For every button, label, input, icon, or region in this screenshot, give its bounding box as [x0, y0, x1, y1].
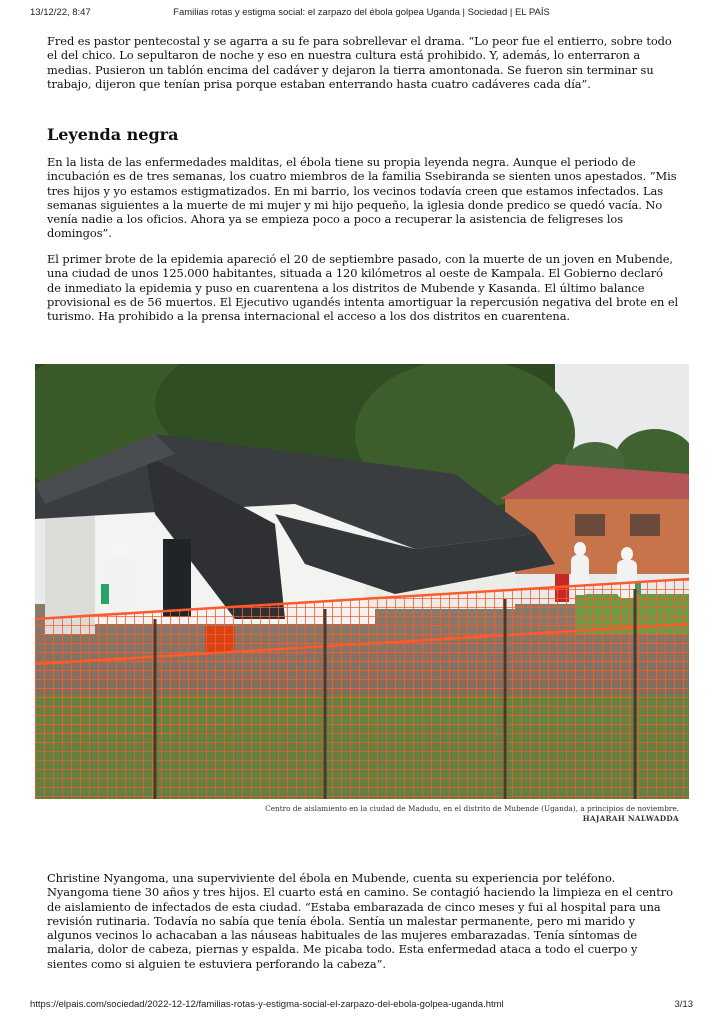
article-paragraph-4-block: [47, 871, 679, 971]
article-paragraph: Christine Nyangoma, una superviviente del ébola en Mubende, cuenta su experiencia por teléfono. Nyangoma tiene 30 años y tres hijos. El cuarto está en camino. Se contagió haciendo la limpieza en el centro de aislamiento de infectados de esta ciudad. “Estaba embarazada de cinco meses y fui al hospital para una revisión rutinaria. Todavía no sabía que tenía ébola. Sentía un malestar permanente, pero mi marido y algunos vecinos lo achacaban a las náuseas habituales de las mujeres embarazadas. Tenía síntomas de malaria, dolor de cabeza, piernas y espalda. Me picaba todo. Esta enfermedad ataca a todo el cuerpo y sientes como si alguien te estuviera perforando la cabeza”.: [47, 871, 673, 971]
photo-caption-block: [35, 804, 679, 824]
article-paragraph-1-block: [47, 34, 679, 91]
photo-caption: Centro de aislamiento en la ciudad de Madudu, en el distrito de Mubende (Uganda), a principios de noviembre.: [265, 804, 679, 813]
article-paragraph: En la lista de las enfermedades malditas, el ébola tiene su propia leyenda negra. Aunque el periodo de incubación es de tres semanas, los cuatro miembros de la familia Ssebiranda se sienten unos apestados. ”Mis tres hijos y yo estamos estigmatizados. En mi barrio, los vecinos todavía creen que estamos infectados. Las semanas siguientes a la muerte de mi mujer y mi hijo pequeño, la iglesia donde predico se quedó vacía. No venía nadie a los oficios. Ahora ya se empieza poco a poco a recuperar la asistencia de feligreses los domingos”.: [47, 155, 677, 241]
article-paragraph-2-block: [47, 155, 679, 241]
isolation-center-photo: [35, 364, 689, 799]
print-header: [0, 7, 723, 23]
print-page-number: 3/13: [674, 999, 693, 1010]
photo-credit: HAJARAH NALWADDA: [582, 814, 679, 823]
article-paragraph: El primer brote de la epidemia apareció el 20 de septiembre pasado, con la muerte de un joven en Mubende, una ciudad de unos 125.000 habitantes, situada a 120 kilómetros al oeste de Kampala. El Gobierno declaró de inmediato la epidemia y puso en cuarentena a los distritos de Mubende y Kasanda. El último balance provisional es de 56 muertos. El Ejecutivo ugandés intenta amortiguar la repercusión negativa del brote en el turismo. Ha prohibido a la prensa internacional el acceso a los dos distritos en cuarentena.: [47, 252, 679, 324]
section-subheading: Leyenda negra: [47, 125, 179, 144]
article-paragraph-3-block: [47, 252, 679, 323]
print-datetime: 13/12/22, 8:47: [30, 7, 91, 18]
print-page-title: Familias rotas y estigma social: el zarpazo del ébola golpea Uganda | Sociedad | EL PAÍS: [173, 7, 550, 18]
print-footer: [0, 999, 723, 1015]
article-paragraph: Fred es pastor pentecostal y se agarra a su fe para sobrellevar el drama. “Lo peor fue el entierro, sobre todo el del chico. Lo sepultaron de noche y eso en nuestra cultura está prohibido. Y, además, lo enterraron a medias. Pusieron un tablón encima del cadáver y dejaron la tierra amontonada. Se fueron sin terminar su trabajo, dijeron que tenían prisa porque estaban enterrando hasta cuatro cadáveres cada día”.: [47, 34, 672, 91]
print-url: https://elpais.com/sociedad/2022-12-12/familias-rotas-y-estigma-social-el-zarpazo-del-ebola-golpea-uganda.html: [30, 999, 504, 1010]
subheading-block: [47, 125, 679, 145]
